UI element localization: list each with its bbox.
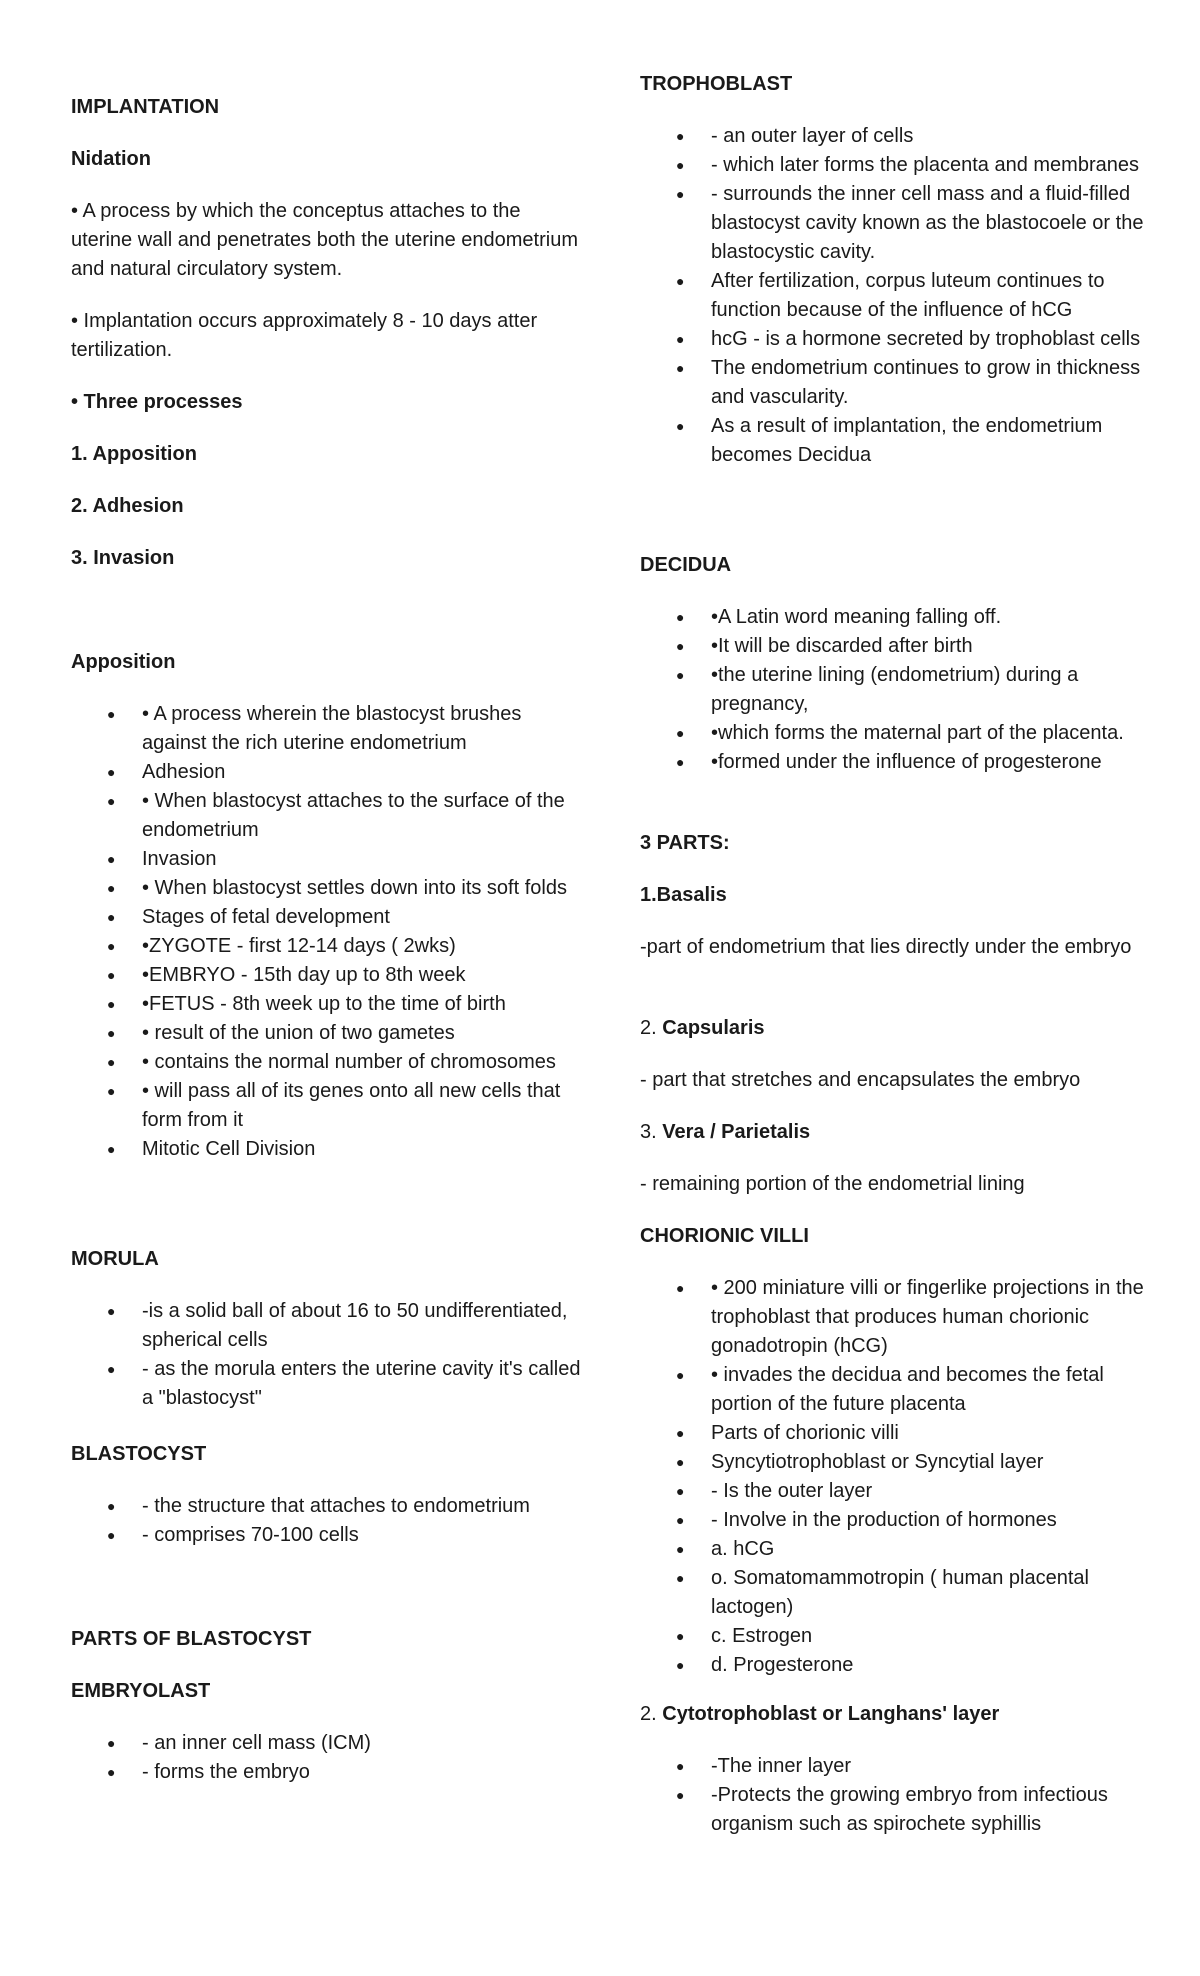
list-item: ● - forms the embryo	[142, 1758, 581, 1787]
trophoblast-list	[640, 122, 1155, 470]
list-item: ● • When blastocyst attaches to the surface of the endometrium	[142, 787, 581, 845]
list-item: ● -The inner layer	[711, 1752, 1155, 1781]
list-item: ● a. hCG	[711, 1535, 1155, 1564]
three-processes-heading: • Three processes	[71, 391, 243, 413]
capsularis-label: Capsularis	[662, 1017, 765, 1039]
list-item: ● • A process wherein the blastocyst brushes against the rich uterine endometrium	[142, 700, 581, 758]
blastocyst-heading: BLASTOCYST	[71, 1443, 207, 1465]
cytotrophoblast-heading	[640, 1700, 1155, 1729]
list-item: ● •which forms the maternal part of the placenta.	[711, 719, 1155, 748]
chorionic-villi-heading: CHORIONIC VILLI	[640, 1225, 809, 1247]
process-apposition: 1. Apposition	[71, 443, 197, 465]
list-item: ● -is a solid ball of about 16 to 50 undifferentiated, spherical cells	[142, 1297, 581, 1355]
capsularis-number: 2.	[640, 1017, 663, 1039]
list-item: ● •A Latin word meaning falling off.	[711, 603, 1155, 632]
list-item: ● Adhesion	[142, 758, 581, 787]
three-parts-heading: 3 PARTS:	[640, 832, 730, 854]
list-item: ● • When blastocyst settles down into its soft folds	[142, 874, 581, 903]
basalis-heading: 1.Basalis	[640, 884, 727, 906]
embryolast-heading: EMBRYOLAST	[71, 1680, 211, 1702]
list-item: ● • contains the normal number of chromosomes	[142, 1048, 581, 1077]
list-item: ● Syncytiotrophoblast or Syncytial layer	[711, 1448, 1155, 1477]
list-item: ● • invades the decidua and becomes the fetal portion of the future placenta	[711, 1361, 1155, 1419]
list-item: ● After fertilization, corpus luteum continues to function because of the influence of hCG	[711, 267, 1155, 325]
list-item: ● The endometrium continues to grow in thickness and vascularity.	[711, 354, 1155, 412]
nidation-paragraph-2: • Implantation occurs approximately 8 - 10 days atter tertilization.	[71, 310, 538, 361]
list-item: ● •EMBRYO - 15th day up to 8th week	[142, 961, 581, 990]
vera-number: 3.	[640, 1121, 663, 1143]
list-item: ● -Protects the growing embryo from infectious organism such as spirochete syphillis	[711, 1781, 1155, 1839]
basalis-text: -part of endometrium that lies directly under the embryo	[640, 936, 1132, 958]
list-item: ● - an outer layer of cells	[711, 122, 1155, 151]
apposition-list	[71, 700, 581, 1164]
list-item: ● • will pass all of its genes onto all new cells that form from it	[142, 1077, 581, 1135]
list-item: ● Stages of fetal development	[142, 903, 581, 932]
list-item: ● •FETUS - 8th week up to the time of birth	[142, 990, 581, 1019]
implantation-heading: IMPLANTATION	[71, 96, 220, 118]
process-adhesion: 2. Adhesion	[71, 495, 184, 517]
embryolast-list	[71, 1729, 581, 1787]
list-item: ● c. Estrogen	[711, 1622, 1155, 1651]
morula-heading: MORULA	[71, 1248, 159, 1270]
parts-of-blastocyst-heading: PARTS OF BLASTOCYST	[71, 1628, 312, 1650]
list-item: ● Mitotic Cell Division	[142, 1135, 581, 1164]
cytotrophoblast-list	[640, 1752, 1155, 1839]
vera-label: Vera / Parietalis	[662, 1121, 811, 1143]
trophoblast-heading: TROPHOBLAST	[640, 73, 793, 95]
decidua-list	[640, 603, 1155, 777]
list-item: ● - which later forms the placenta and membranes	[711, 151, 1155, 180]
blastocyst-list	[71, 1492, 581, 1550]
nidation-paragraph-1: • A process by which the conceptus attaches to the uterine wall and penetrates both the uterine endometrium and natural circulatory system.	[71, 200, 578, 280]
apposition-heading: Apposition	[71, 651, 176, 673]
capsularis-text: - part that stretches and encapsulates the embryo	[640, 1069, 1081, 1091]
nidation-heading: Nidation	[71, 148, 151, 170]
list-item: ● - Is the outer layer	[711, 1477, 1155, 1506]
list-item: ● - comprises 70-100 cells	[142, 1521, 581, 1550]
cytotrophoblast-label: Cytotrophoblast or Langhans' layer	[662, 1703, 1000, 1725]
list-item: ● - the structure that attaches to endometrium	[142, 1492, 581, 1521]
vera-heading	[640, 1118, 1155, 1147]
list-item: ● o. Somatomammotropin ( human placental lactogen)	[711, 1564, 1155, 1622]
chorionic-villi-list	[640, 1274, 1155, 1680]
list-item: ● •the uterine lining (endometrium) during a pregnancy,	[711, 661, 1155, 719]
list-item: ● - Involve in the production of hormones	[711, 1506, 1155, 1535]
list-item: ● •formed under the influence of progesterone	[711, 748, 1155, 777]
list-item: ● • result of the union of two gametes	[142, 1019, 581, 1048]
list-item: ● hcG - is a hormone secreted by trophoblast cells	[711, 325, 1155, 354]
list-item: ● •ZYGOTE - first 12-14 days ( 2wks)	[142, 932, 581, 961]
decidua-heading: DECIDUA	[640, 554, 732, 576]
list-item: ● Parts of chorionic villi	[711, 1419, 1155, 1448]
list-item: ● • 200 miniature villi or fingerlike projections in the trophoblast that produces human chorionic gonadotropin (hCG)	[711, 1274, 1155, 1361]
vera-text: - remaining portion of the endometrial lining	[640, 1173, 1025, 1195]
list-item: ● d. Progesterone	[711, 1651, 1155, 1680]
list-item: ● - as the morula enters the uterine cavity it's called a "blastocyst"	[142, 1355, 581, 1413]
list-item: ● •It will be discarded after birth	[711, 632, 1155, 661]
list-item: ● Invasion	[142, 845, 581, 874]
morula-list	[71, 1297, 581, 1413]
process-invasion: 3. Invasion	[71, 547, 175, 569]
list-item: ● - surrounds the inner cell mass and a fluid-filled blastocyst cavity known as the blastocoele or the blastocystic cavity.	[711, 180, 1155, 267]
capsularis-heading	[640, 1014, 1155, 1043]
list-item: ● As a result of implantation, the endometrium becomes Decidua	[711, 412, 1155, 470]
cytotrophoblast-number: 2.	[640, 1703, 663, 1725]
list-item: ● - an inner cell mass (ICM)	[142, 1729, 581, 1758]
